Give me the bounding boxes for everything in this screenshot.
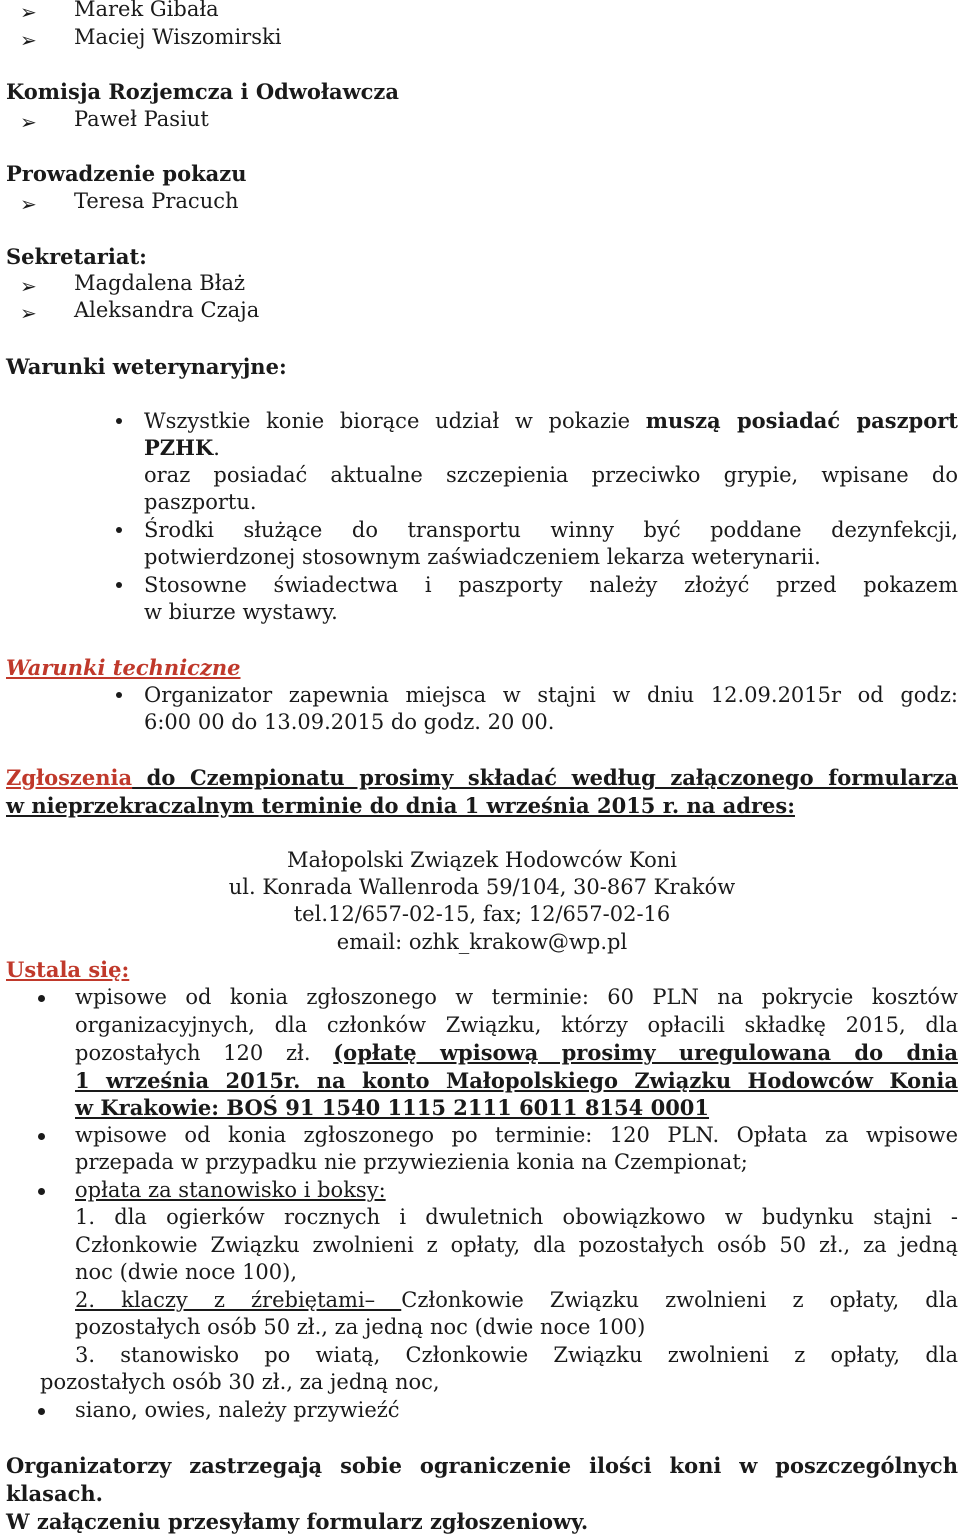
address-line: Małopolski Związek Hodowców Koni xyxy=(287,848,677,872)
tech-bullet-line: Organizator zapewnia miejsca w stajni w dniu 12.09.2015r od godz: xyxy=(144,683,958,707)
arrow-bullet-icon: ➢ xyxy=(20,274,37,298)
jury-name: Maciej Wiszomirski xyxy=(74,25,282,49)
zgloszenia-line: w nieprzekraczalnym terminie do dnia 1 września 2015 r. na adres: xyxy=(6,793,795,818)
footer-line: W załączeniu przesyłamy formularz zgłoszeniowy. xyxy=(6,1509,589,1534)
address-line: ul. Konrada Wallenroda 59/104, 30-867 Kraków xyxy=(228,875,736,899)
ustala-numbered-line: pozostałych osób 50 zł., za jedną noc (dwie noce 100) xyxy=(75,1315,646,1339)
arrow-bullet-icon: ➢ xyxy=(20,28,37,52)
vet-bullet-line: Wszystkie konie biorące udział w pokazie muszą posiadać paszport xyxy=(144,408,958,433)
ustala-line: 1 września 2015r. na konto Małopolskiego Związku Hodowców Konia xyxy=(75,1068,958,1093)
footer-line: klasach. xyxy=(6,1481,103,1506)
sekretariat-member: Aleksandra Czaja xyxy=(74,298,260,322)
section-heading-ustala: Ustala się: xyxy=(6,957,130,982)
arrow-bullet-icon: ➢ xyxy=(20,110,37,134)
ustala-line: siano, owies, należy przywieźć xyxy=(75,1398,400,1422)
dot-bullet-icon xyxy=(38,995,45,1002)
section-heading-weterynaryjne: Warunki weterynaryjne: xyxy=(6,354,287,379)
ustala-numbered-line: 3. stanowisko po wiatą, Członkowie Związku zwolnieni z opłaty, dla xyxy=(75,1343,958,1367)
zgloszenia-line: Zgłoszenia do Czempionatu prosimy składać według załączonego formularza xyxy=(6,765,958,790)
dot-bullet-icon xyxy=(116,582,122,588)
vet-bullet-line: potwierdzonej stosownym zaświadczeniem lekarza weterynarii. xyxy=(144,545,821,569)
address-line: tel.12/657-02-15, fax; 12/657-02-16 xyxy=(293,902,671,926)
vet-bullet-line: w biurze wystawy. xyxy=(144,600,338,624)
address-email: email: ozhk_krakow@wp.pl xyxy=(336,930,628,954)
ustala-line: przepada w przypadku nie przywiezienia konia na Czempionat; xyxy=(75,1150,748,1174)
ustala-numbered-line: 1. dla ogierków rocznych i dwuletnich obowiązkowo w budynku stajni - xyxy=(75,1205,958,1229)
vet-bullet-line: Środki służące do transportu winny być poddane dezynfekcji, xyxy=(144,518,958,542)
arrow-bullet-icon: ➢ xyxy=(20,0,37,24)
ustala-line: wpisowe od konia zgłoszonego po terminie: 120 PLN. Opłata za wpisowe xyxy=(75,1123,958,1147)
tech-bullet-line: 6:00 00 do 13.09.2015 do godz. 20 00. xyxy=(144,710,555,734)
arrow-bullet-icon: ➢ xyxy=(20,192,37,216)
section-heading-komisja: Komisja Rozjemcza i Odwoławcza xyxy=(6,79,399,104)
dot-bullet-icon xyxy=(116,527,122,533)
vet-bullet-line: oraz posiadać aktualne szczepienia przeciwko grypie, wpisane do xyxy=(144,463,958,487)
ustala-numbered-line: 2. klaczy z źrebiętami– Członkowie Związku zwolnieni z opłaty, dla xyxy=(75,1288,958,1312)
arrow-bullet-icon: ➢ xyxy=(20,301,37,325)
prowadzenie-member: Teresa Pracuch xyxy=(74,189,239,213)
ustala-line: organizacyjnych, dla członków Związku, którzy opłacili składkę 2015, dla xyxy=(75,1013,958,1037)
dot-bullet-icon xyxy=(38,1408,45,1415)
vet-bullet-line: PZHK. xyxy=(144,435,220,460)
section-heading-sekretariat: Sekretariat: xyxy=(6,244,147,269)
section-heading-techniczne: Warunki techniczne xyxy=(6,655,241,680)
ustala-line: wpisowe od konia zgłoszonego w terminie: 60 PLN na pokrycie kosztów xyxy=(75,985,958,1009)
dot-bullet-icon xyxy=(116,692,122,698)
section-heading-prowadzenie: Prowadzenie pokazu xyxy=(6,161,247,186)
dot-bullet-icon xyxy=(38,1133,45,1140)
ustala-numbered-line: pozostałych osób 30 zł., za jedną noc, xyxy=(40,1370,440,1394)
ustala-numbered-line: noc (dwie noce 100), xyxy=(75,1260,298,1284)
jury-name: Marek Gibała xyxy=(74,0,219,21)
footer-line: Organizatorzy zastrzegają sobie ograniczenie ilości koni w poszczególnych xyxy=(6,1453,958,1478)
dot-bullet-icon xyxy=(38,1188,45,1195)
ustala-numbered-line: Członkowie Związku zwolnieni z opłaty, dla pozostałych osób 50 zł., za jedną xyxy=(75,1233,958,1257)
vet-bullet-line: paszportu. xyxy=(144,490,257,514)
dot-bullet-icon xyxy=(116,418,122,424)
ustala-line: pozostałych 120 zł. (opłatę wpisową prosimy uregulowana do dnia xyxy=(75,1040,958,1065)
sekretariat-member: Magdalena Błaż xyxy=(74,271,246,295)
bank-account: w Krakowie: BOŚ 91 1540 1115 2111 6011 8154 0001 xyxy=(75,1095,710,1120)
vet-bullet-line: Stosowne świadectwa i paszporty należy złożyć przed pokazem xyxy=(144,573,958,597)
ustala-line: opłata za stanowisko i boksy: xyxy=(75,1178,386,1202)
komisja-member: Paweł Pasiut xyxy=(74,107,209,131)
